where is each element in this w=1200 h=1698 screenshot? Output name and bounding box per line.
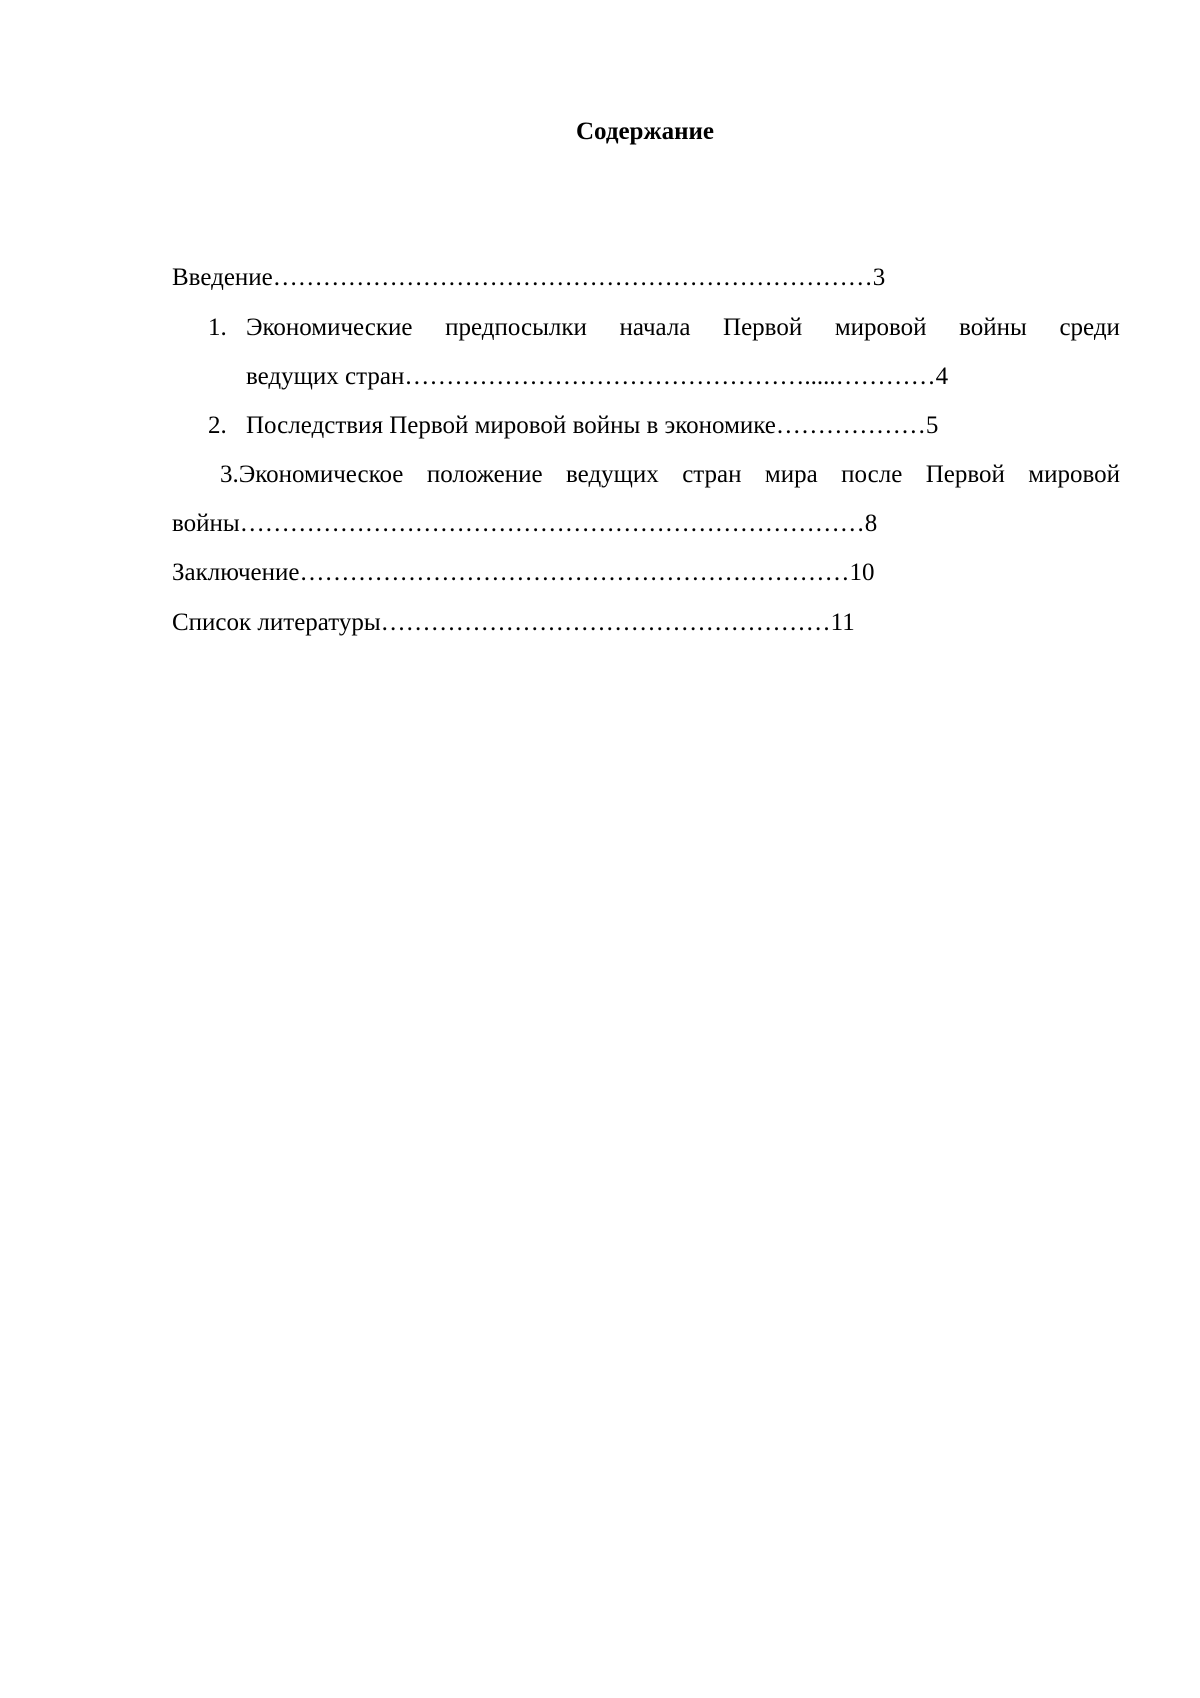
- toc-item1-word: предпосылки: [445, 314, 587, 341]
- toc-item1-number: 1.: [208, 314, 227, 341]
- toc-item3-word: мировой: [1028, 461, 1120, 488]
- page-title: Содержание: [575, 118, 714, 145]
- toc-item3-word: ведущих: [566, 461, 659, 488]
- toc-item1-word: начала: [619, 314, 691, 341]
- toc-entry-references: Список литературы………………………………………………11: [172, 609, 855, 636]
- toc-item3-word: стран: [682, 461, 742, 488]
- toc-item1-word: Экономические: [246, 314, 413, 341]
- toc-item3-line1: [220, 460, 1120, 490]
- toc-item3-line2: войны…………………………………………………………………8: [172, 510, 878, 537]
- toc-entry-conclusion: Заключение…………………………………………………………10: [172, 559, 875, 586]
- toc-item2-number: 2.: [208, 412, 227, 439]
- toc-item3-word: после: [841, 461, 903, 488]
- toc-item3-word: Первой: [925, 461, 1005, 488]
- toc-item3-word: 3.Экономическое: [220, 461, 404, 488]
- toc-item1-word: войны: [959, 314, 1027, 341]
- toc-item1-line1: [246, 313, 1120, 343]
- toc-item1-word: мировой: [834, 314, 927, 341]
- toc-entry-intro: Введение………………………………………………………………3: [172, 264, 886, 291]
- toc-item1-line2: ведущих стран………………………………………….....…………4: [246, 363, 949, 390]
- toc-item3-word: положение: [426, 461, 543, 488]
- toc-item1-word: Первой: [723, 314, 803, 341]
- toc-item3-word: мира: [764, 461, 818, 488]
- toc-item1-word: среди: [1059, 314, 1120, 341]
- toc-item2-text: Последствия Первой мировой войны в экономике………………5: [246, 412, 939, 439]
